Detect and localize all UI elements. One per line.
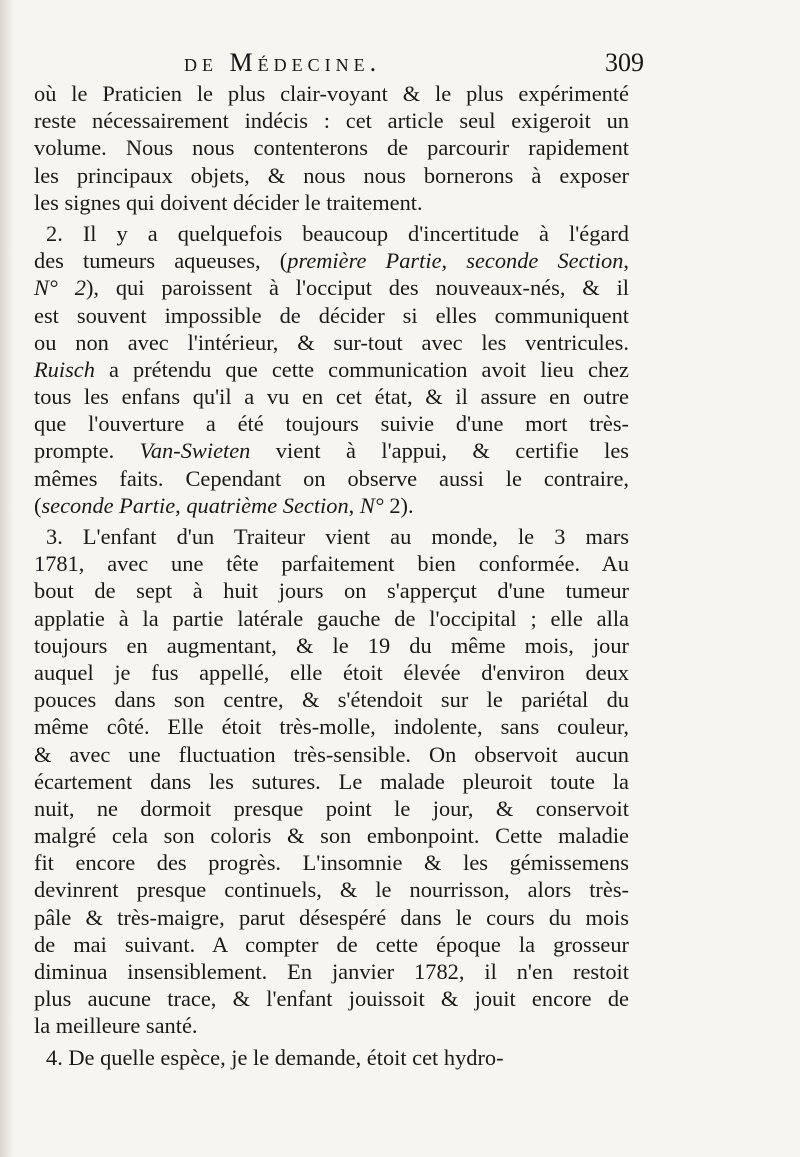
text-line (34, 329, 629, 356)
text-segment: applatie à la partie latérale gauche de l'occipital ; elle alla (34, 605, 629, 631)
text-line (34, 437, 629, 464)
text-line (34, 465, 629, 492)
text-line (34, 1012, 629, 1039)
text-segment: 2. Il y a quelquefois beaucoup d'incertitude à l'égard (46, 220, 629, 246)
text-segment: , (348, 492, 360, 518)
text-segment: & avec une fluctuation très-sensible. On observoit aucun (34, 741, 629, 767)
text-segment: bout de sept à huit jours on s'apperçut d'une tumeur (34, 578, 629, 604)
text-line (34, 741, 629, 768)
text-line (34, 383, 629, 410)
text-segment: , (175, 492, 187, 518)
text-line (34, 768, 629, 795)
italic-text: Van-Swieten (139, 438, 251, 464)
text-segment: malgré cela son coloris & son embonpoint. Cette maladie (34, 823, 629, 849)
text-segment: que l'ouverture a été toujours suivie d'une mort très- (34, 411, 629, 437)
text-segment: reste nécessairement indécis : cet article seul exigeroit un (34, 108, 629, 134)
text-line (34, 550, 629, 577)
paragraph (34, 220, 629, 519)
text-segment: les principaux objets, & nous nous bornerons à exposer (34, 162, 629, 188)
text-line (34, 713, 629, 740)
text-segment: auquel je fus appellé, elle étoit élevée d'environ deux (34, 659, 629, 685)
text-line (34, 107, 629, 134)
italic-text: quatrième Section (186, 492, 349, 518)
page-gutter-shadow (0, 0, 14, 1157)
text-line (34, 795, 629, 822)
text-line (34, 605, 629, 632)
text-line (34, 1044, 629, 1071)
paragraph (34, 1044, 629, 1071)
text-segment: a prétendu que cette communication avoit lieu chez (94, 356, 629, 382)
text-line (34, 931, 629, 958)
text-line (34, 220, 629, 247)
text-line (34, 274, 629, 301)
running-head (34, 44, 644, 84)
text-line (34, 876, 629, 903)
italic-text: seconde Section (466, 248, 624, 274)
text-line (34, 686, 629, 713)
text-line (34, 849, 629, 876)
paragraph (34, 523, 629, 1040)
text-line (34, 958, 629, 985)
text-segment: écartement dans les sutures. Le malade pleuroit toute la (34, 768, 629, 794)
page-number: 309 (605, 48, 644, 77)
text-segment: pouces dans son centre, & s'étendoit sur le pariétal du (34, 687, 629, 713)
paragraph (34, 80, 629, 216)
text-segment: nuit, ne dormoit presque point le jour, & conservoit (34, 795, 629, 821)
italic-text: Ruisch (34, 356, 95, 382)
text-segment: tous les enfans qu'il a vu en cet état, & il assure en outre (34, 384, 629, 410)
text-line (34, 985, 629, 1012)
italic-text: N° (359, 492, 384, 518)
text-segment: où le Praticien le plus clair-voyant & le plus expérimenté (34, 81, 629, 106)
text-line (34, 302, 629, 329)
text-line (34, 659, 629, 686)
text-segment: ), qui paroissent à l'occiput des nouveaux-nés, & il (85, 275, 630, 301)
text-line (34, 904, 629, 931)
text-segment: 1781, avec une tête parfaitement bien conformée. Au (34, 551, 629, 577)
running-title: de Médecine. (184, 48, 382, 77)
text-segment: de mai suivant. A compter de cette époque la grosseur (34, 931, 629, 957)
text-segment: les signes qui doivent décider le traitement. (34, 189, 423, 215)
text-line (34, 492, 629, 519)
text-segment: mêmes faits. Cependant on observe aussi le contraire, (34, 465, 629, 491)
text-line (34, 189, 629, 216)
italic-text: N° 2 (34, 275, 86, 301)
text-segment: diminua insensiblement. En janvier 1782, il n'en restoit (34, 959, 629, 984)
text-line (34, 577, 629, 604)
text-line (34, 632, 629, 659)
text-segment: 3. L'enfant d'un Traiteur vient au monde, le 3 mars (46, 524, 629, 549)
text-segment: prompte. (34, 438, 140, 464)
text-line (34, 523, 629, 550)
text-line (34, 162, 629, 189)
text-segment: fit encore des progrès. L'insomnie & les gémissemens (34, 850, 629, 876)
text-segment: vient à l'appui, & certifie les (250, 438, 629, 464)
text-segment: pâle & très-maigre, parut désespéré dans le cours du mois (34, 904, 629, 930)
italic-text: première Partie (287, 248, 442, 274)
text-line (34, 134, 629, 161)
text-line (34, 822, 629, 849)
text-segment: volume. Nous nous contenterons de parcourir rapidement (34, 135, 629, 161)
italic-text: seconde Partie (41, 492, 176, 518)
text-segment: , (623, 248, 630, 274)
text-line (34, 356, 629, 383)
text-segment: des tumeurs aqueuses, ( (34, 248, 288, 274)
text-segment: toujours en augmentant, & le 19 du même mois, jour (34, 632, 629, 658)
text-segment: 2). (383, 492, 414, 518)
text-line (34, 410, 629, 437)
text-segment: même côté. Elle étoit très-molle, indolente, sans couleur, (34, 714, 629, 740)
text-line (34, 247, 629, 274)
text-segment: , (441, 248, 467, 274)
text-segment: plus aucune trace, & l'enfant jouissoit & jouit encore de (34, 986, 629, 1012)
body-text (34, 80, 629, 1071)
text-segment: la meilleure santé. (34, 1013, 198, 1039)
text-segment: ou non avec l'intérieur, & sur-tout avec les ventricules. (34, 329, 629, 355)
text-segment: 4. De quelle espèce, je le demande, étoit cet hydro- (46, 1044, 504, 1070)
text-segment: est souvent impossible de décider si elles communiquent (34, 302, 629, 328)
text-segment: ( (34, 492, 42, 518)
text-segment: devinrent presque continuels, & le nourrisson, alors très- (34, 877, 629, 903)
text-line (34, 80, 629, 107)
